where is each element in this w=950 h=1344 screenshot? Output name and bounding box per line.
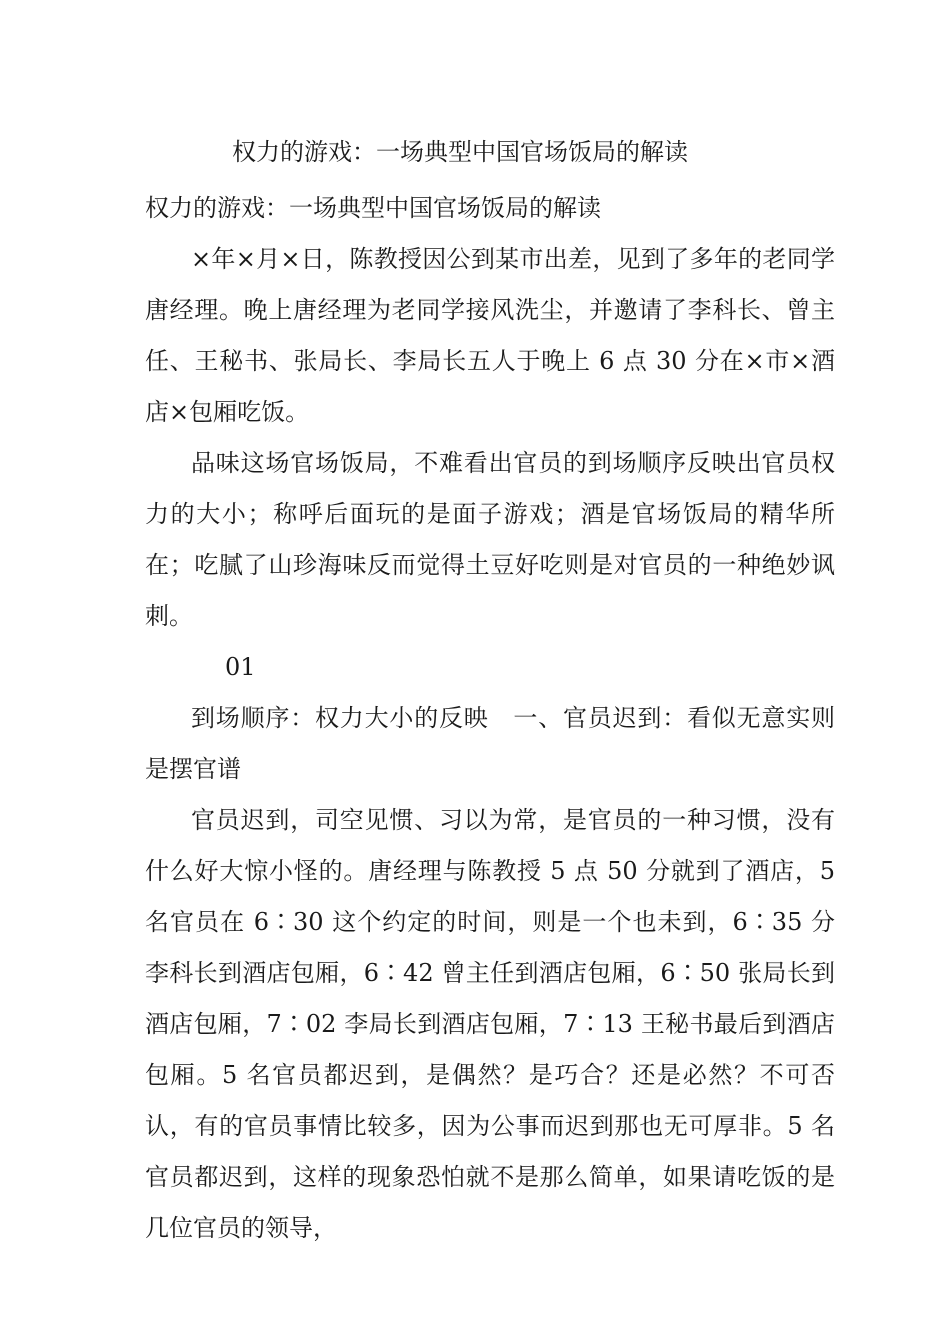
document-subtitle: 权力的游戏：一场典型中国官场饭局的解读 (145, 194, 601, 222)
paragraph-arrival: 官员迟到，司空见惯、习以为常，是官员的一种习惯，没有什么好大惊小怪的。唐经理与陈教授 5 点 50 分就到了酒店，5 名官员在 6∶30 这个约定的时间，则是一个也未到，6∶35 分李科长到酒店包厢，6∶42 曾主任到酒店包厢，6∶50 张局长到酒店包厢，7∶02 李局长到酒店包厢，7∶13 王秘书最后到酒店包厢。5 名官员都迟到，是偶然？是巧合？还是必然？不可否认，有的官员事情比较多，因为公事而迟到那也无可厚非。5 名官员都迟到，这样的现象恐怕就不是那么简单，如果请吃饭的是几位官员的领导， (145, 806, 835, 1242)
section-number: 01 (225, 653, 256, 681)
section-heading: 到场顺序：权力大小的反映 一、官员迟到：看似无意实则是摆官谱 (145, 704, 835, 783)
paragraph-summary: 品味这场官场饭局，不难看出官员的到场顺序反映出官员权力的大小；称呼后面玩的是面子游戏；酒是官场饭局的精华所在；吃腻了山珍海味反而觉得土豆好吃则是对官员的一种绝妙讽刺。 (145, 449, 835, 630)
document-title: 权力的游戏：一场典型中国官场饭局的解读 (232, 138, 688, 166)
document-body (145, 183, 835, 1254)
paragraph-intro: ×年×月×日，陈教授因公到某市出差，见到了多年的老同学唐经理。晚上唐经理为老同学接风洗尘，并邀请了李科长、曾主任、王秘书、张局长、李局长五人于晚上 6 点 30 分在×市×酒店×包厢吃饭。 (145, 245, 835, 426)
